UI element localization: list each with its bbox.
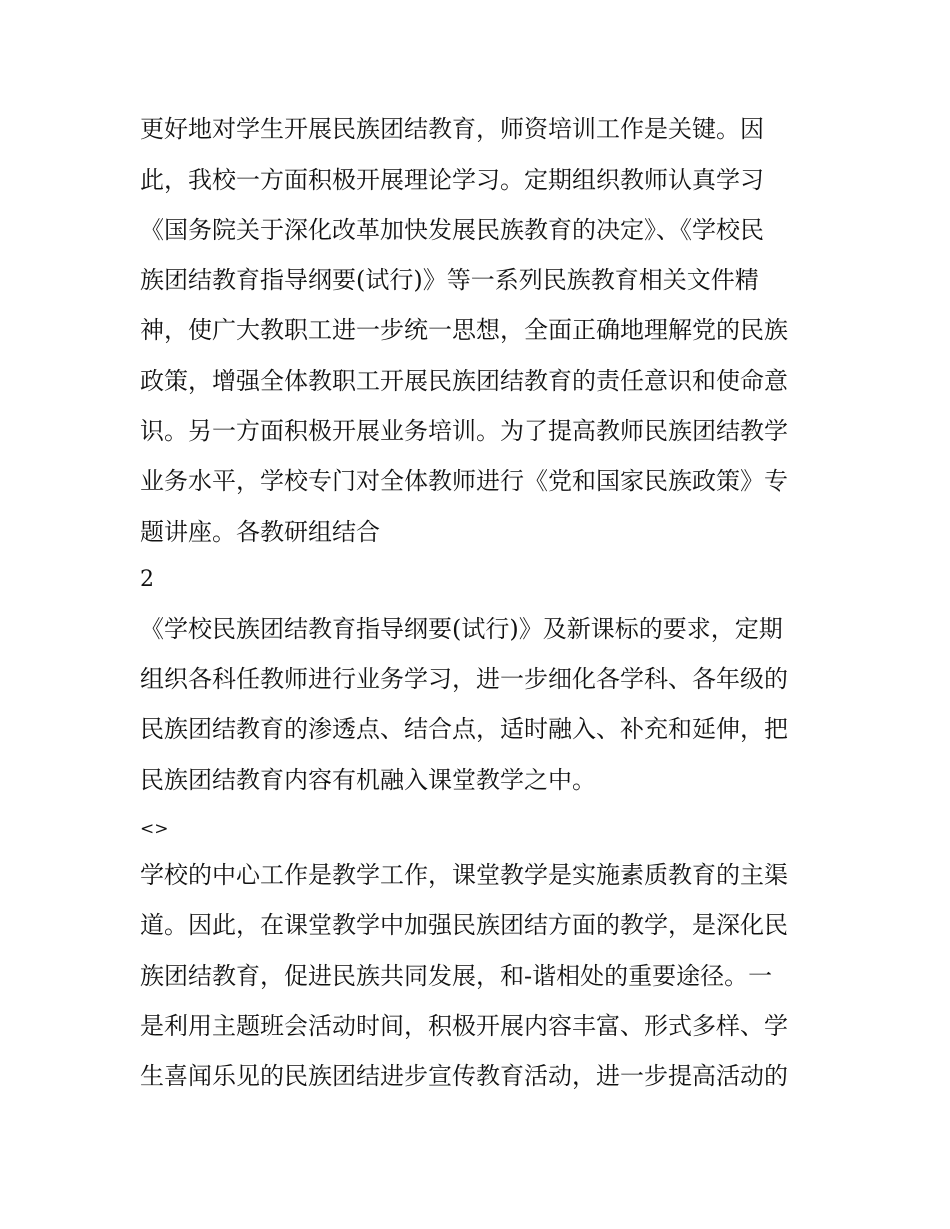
- text-line: 政策，增强全体教职工开展民族团结教育的责任意识和使命意: [140, 367, 788, 395]
- text-line: 《国务院关于深化改革加快发展民族教育的决定》、《学校民: [140, 216, 764, 244]
- page-number: 2: [140, 567, 154, 592]
- text-line: 族团结教育指导纲要(试行)》等一系列民族教育相关文件精: [140, 266, 759, 294]
- text-line: 民族团结教育的渗透点、结合点，适时融入、补充和延伸，把: [140, 715, 788, 743]
- text-line: 神，使广大教职工进一步统一思想，全面正确地理解党的民族: [140, 316, 788, 344]
- text-line: 组织各科任教师进行业务学习，进一步细化各学科、各年级的: [140, 665, 788, 693]
- text-line: 是利用主题班会活动时间，积极开展内容丰富、形式多样、学: [140, 1012, 788, 1040]
- text-line: 题讲座。各教研组结合: [140, 518, 380, 546]
- text-line: 业务水平，学校专门对全体教师进行《党和国家民族政策》专: [140, 467, 788, 495]
- text-line: 此，我校一方面积极开展理论学习。定期组织教师认真学习: [140, 166, 764, 194]
- section-marker: <>: [140, 819, 169, 839]
- text-line: 民族团结教育内容有机融入课堂教学之中。: [140, 766, 596, 794]
- text-line: 生喜闻乐见的民族团结进步宣传教育活动，进一步提高活动的: [140, 1062, 788, 1090]
- text-line: 族团结教育，促进民族共同发展，和-谐相处的重要途径。一: [140, 962, 773, 990]
- text-line: 《学校民族团结教育指导纲要(试行)》及新课标的要求，定期: [140, 615, 783, 643]
- text-line: 道。因此，在课堂教学中加强民族团结方面的教学，是深化民: [140, 911, 788, 939]
- text-line: 更好地对学生开展民族团结教育，师资培训工作是关键。因: [140, 115, 764, 143]
- text-line: 识。另一方面积极开展业务培训。为了提高教师民族团结教学: [140, 417, 788, 445]
- text-line: 学校的中心工作是教学工作，课堂教学是实施素质教育的主渠: [140, 861, 788, 889]
